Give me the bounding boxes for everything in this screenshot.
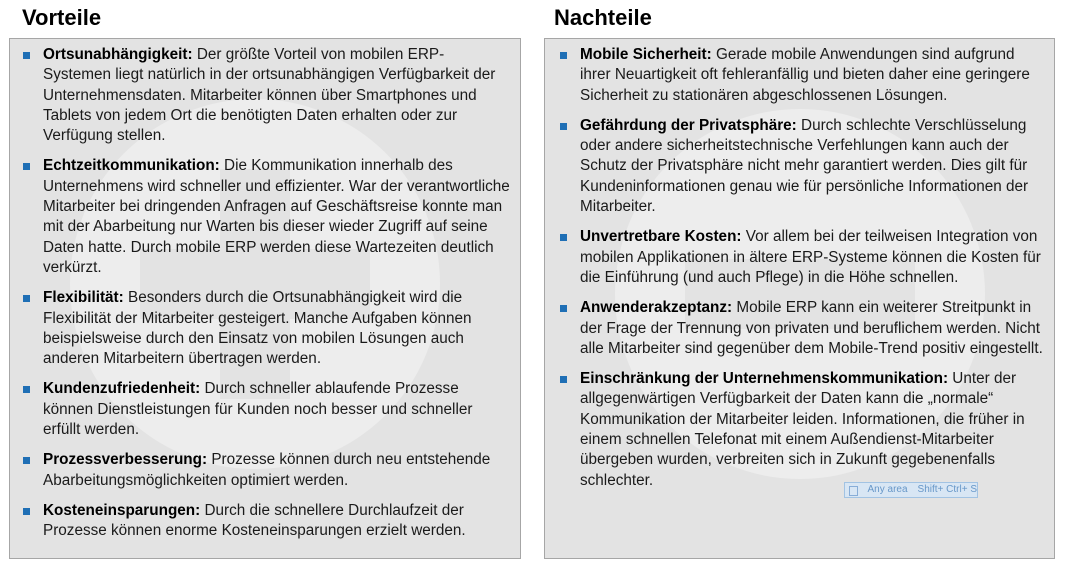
disadvantages-list (545, 39, 1054, 491)
list-item (20, 379, 512, 440)
item-title: Prozessverbesserung: (43, 451, 208, 469)
item-title: Anwenderakzeptanz: (580, 299, 733, 317)
square-bullet-icon (560, 305, 567, 312)
capture-any-area-label: Any area (867, 484, 908, 495)
list-item (20, 288, 512, 369)
item-text: Durch schneller ablaufende Prozesse können Dienstleistungen für Kunden noch besser und schneller erfüllt werden. (43, 380, 473, 439)
list-item (20, 45, 512, 146)
item-title: Echtzeitkommunikation: (43, 157, 220, 175)
item-text: Die Kommunikation innerhalb des Unternehmens wird schneller und effizienter. War der verantwortliche Mitarbeiter bei dringenden Anfragen auf Geschäftsreise konnte man mit der Abarbeitung nur Warten bis dieser wieder Zugriff auf seine Daten hatte. Durch mobile ERP werden diese Wartezeiten deutlich verkürzt. (43, 157, 510, 276)
list-item (557, 227, 1046, 288)
square-bullet-icon (560, 123, 567, 130)
advantages-panel (9, 38, 521, 559)
item-title: Kundenzufriedenheit: (43, 380, 201, 398)
list-item (557, 116, 1046, 217)
item-text: Der größte Vorteil von mobilen ERP-Systemen liegt natürlich in der ortsunabhängigen Verfügbarkeit der Unternehmensdaten. Mitarbeiter können über Smartphones und Tablets von jedem Ort die benötigten Daten erhalten oder zur Verfügung stellen. (43, 46, 496, 145)
item-text: Mobile ERP kann ein weiterer Streitpunkt in der Frage der Trennung von privaten und beruflichem werden. Nicht alle Mitarbeiter sind gegenüber dem Mobile-Trend positiv eingestellt. (580, 299, 1043, 357)
item-title: Unvertretbare Kosten: (580, 228, 742, 246)
list-item (20, 501, 512, 542)
capture-shortcut-label: Shift+ Ctrl+ S (917, 484, 977, 495)
item-title: Flexibilität: (43, 289, 124, 307)
square-bullet-icon (23, 457, 30, 464)
square-bullet-icon (23, 163, 30, 170)
item-text: Vor allem bei der teilweisen Integration von mobilen Applikationen in ältere ERP-Systeme können die Kosten für die Einführung (und auch Pflege) in die Höhe schnellen. (580, 228, 1041, 286)
disadvantages-heading: Nachteile (554, 5, 652, 30)
item-title: Ortsunabhängigkeit: (43, 46, 193, 63)
item-title: Gefährdung der Privatsphäre: (580, 116, 797, 134)
square-bullet-icon (23, 508, 30, 515)
square-bullet-icon (23, 386, 30, 393)
advantages-list (10, 39, 520, 542)
capture-area-icon (849, 486, 858, 496)
disadvantages-panel (544, 38, 1055, 559)
item-text: Besonders durch die Ortsunabhängigkeit wird die Flexibilität der Mitarbeiter gesteigert. Manche Aufgaben können beispielsweise durch den Einsatz von mobilen Lösungen auch anderen Mitarbeitern übertragen werden. (43, 289, 472, 368)
item-text: Durch schlechte Verschlüsselung oder andere sicherheitstechnische Verfehlungen kann auch der Schutz der Privatsphäre nicht mehr garantiert werden. Dies gilt für Kundeninformationen genau wie für persönliche Informationen der Mitarbeiter. (580, 116, 1029, 216)
list-item (557, 45, 1046, 106)
square-bullet-icon (560, 376, 567, 383)
square-bullet-icon (23, 295, 30, 302)
square-bullet-icon (560, 234, 567, 241)
advantages-heading: Vorteile (22, 5, 102, 30)
list-item (557, 369, 1046, 491)
item-text: Gerade mobile Anwendungen sind aufgrund ihrer Neuartigkeit oft fehleranfällig und bieten daher eine geringere Sicherheit zu stationären abgeschlossenen Lösungen. (580, 46, 1030, 104)
list-item (20, 156, 512, 278)
item-title: Kosteneinsparungen: (43, 501, 201, 519)
item-title: Einschränkung der Unternehmenskommunikation: (580, 370, 949, 388)
square-bullet-icon (23, 52, 30, 59)
item-text: Prozesse können durch neu entstehende Abarbeitungsmöglichkeiten optimiert werden. (43, 451, 491, 489)
square-bullet-icon (560, 52, 567, 59)
item-text: Durch die schnellere Durchlaufzeit der Prozesse können enorme Kosteneinsparungen erzielt werden. (43, 501, 466, 540)
list-item (557, 298, 1046, 359)
screen-capture-tooltip[interactable] (844, 482, 978, 498)
list-item (20, 450, 512, 491)
item-title: Mobile Sicherheit: (580, 46, 712, 63)
item-text: Unter der allgegenwärtigen Verfügbarkeit der Daten kann die „normale“ Kommunikation der Mitarbeiter leiden. Informationen, die früher in einem schnellen Telefonat mit einem Außendienst-Mitarbeiter übergeben wurden, verbreiten sich in Zukunft gegebenenfalls schlechter. (580, 370, 1025, 489)
